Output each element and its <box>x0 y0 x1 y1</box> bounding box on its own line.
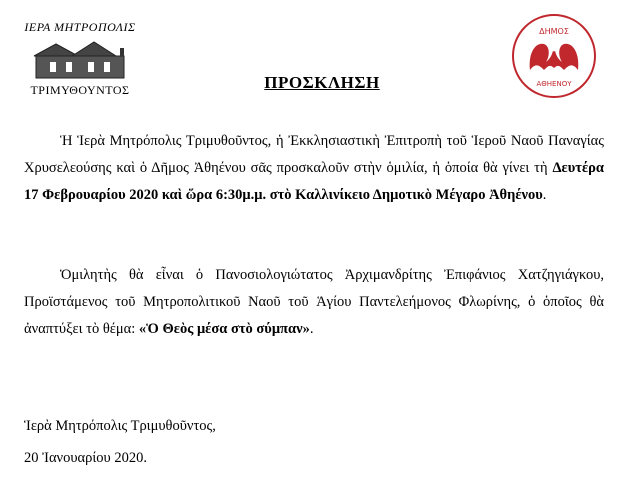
paragraph-text: Ἡ Ἱερὰ Μητρόπολις Τριμυθοῦντος, ἡ Ἐκκλησιαστικὴ Ἐπιτροπὴ τοῦ Ἱεροῦ Ναοῦ Παναγίας Χρυσελεούσης καὶ ὁ Δῆμος Ἀθηένου σᾶς προσκαλοῦν στὴν ὁμιλία, ἡ ὁποία θὰ γίνει τὴ <box>24 133 604 176</box>
paragraph-end: . <box>309 321 314 337</box>
signature-date: 20 Ἰανουαρίου 2020. <box>24 450 147 466</box>
municipality-logo-bottom-text: ΑΘΗΕΝΟΥ <box>536 80 572 88</box>
metropolis-logo-top-text: ΙΕΡΑ ΜΗΤΡΟΠΟΛΙΣ <box>24 20 136 34</box>
invitation-paragraph <box>24 128 604 209</box>
page-title: ΠΡΟΣΚΛΗΣΗ <box>264 73 380 92</box>
municipality-logo-top-text: ΔΗΜΟΣ <box>539 27 569 36</box>
metropolis-logo-bottom-text: ΤΡΙΜΥΘΟΥΝΤΟΣ <box>30 83 130 97</box>
paragraph-end: . <box>542 187 547 203</box>
event-datetime-venue: Δευτέρα 17 Φεβρουαρίου 2020 καὶ ὥρα 6:30μ.μ. στὸ Καλλινίκειο Δημοτικὸ Μέγαρο Ἀθηένου <box>24 160 604 203</box>
paragraph-text: Ὁμιλητὴς θὰ εἶναι ὁ Πανοσιολογιώτατος Ἀρχιμανδρίτης Ἐπιφάνιος Χατζηγιάγκου, Προϊστάμενος τοῦ Μητροπολιτικοῦ Ναοῦ τοῦ Ἁγίου Παντελεήμονος Φλωρίνης, ὁ ὁποῖος θὰ ἀναπτύξει τὸ θέμα: <box>24 267 604 337</box>
lecture-topic: «Ὁ Θεὸς μέσα στὸ σύμπαν» <box>138 321 310 337</box>
signature-line: Ἱερὰ Μητρόπολις Τριμυθοῦντος, <box>24 418 216 434</box>
speaker-paragraph <box>24 262 604 343</box>
